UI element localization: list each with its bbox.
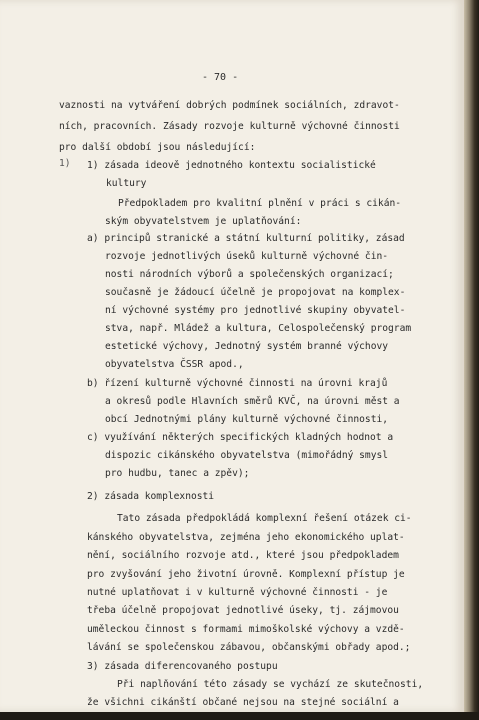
text-line: Předpokladem pro kvalitní plnění v práci s cikán-: [118, 198, 402, 209]
text-line: že všichni cikánští občané nejsou na stejné sociální a: [87, 697, 399, 708]
text-line: pro zvyšování jeho životní úrovně. Komplexní přístup je: [87, 569, 405, 580]
text-line: vaznosti na vytváření dobrých podmínek sociálních, zdravot-: [59, 100, 400, 111]
text-line: Při naplňování této zásady se vychází ze skutečnosti,: [117, 679, 424, 690]
text-line: dispozic cikánského obyvatelstva (mimořádný smysl: [105, 450, 389, 461]
text-line: lávání se společenskou zábavou, občanskými obřady apod.;: [87, 642, 411, 653]
text-line: stva, např. Mládež a kultura, Celospolečenský program: [105, 323, 412, 334]
list-item: a) principů stranické a státní kulturní politiky, zásad: [87, 233, 405, 244]
text-line: nutné uplatňovat i v kulturně výchovné činnosti - je: [87, 587, 388, 598]
text-line: pro další období jsou následující:: [59, 142, 256, 153]
text-line: rozvoje jednotlivých úseků kulturně výchovné čin-: [105, 251, 389, 262]
text-line: současně je žádoucí účelně je propojovat na komplex-: [105, 287, 406, 298]
text-line: obyvatelstva ČSSR apod.,: [105, 359, 244, 370]
list-heading: 1) zásada ideově jednotného kontextu socialistické: [87, 160, 376, 171]
list-item: c) využívání některých specifických kladných hodnot a: [87, 432, 394, 443]
text-line: ským obyvatelstvem je uplatňování:: [105, 216, 302, 227]
margin-mark: 1): [59, 158, 71, 169]
text-line: pro hudbu, tanec a zpěv);: [105, 468, 250, 479]
text-line: nění, sociálního rozvoje atd., které jsou předpokladem: [87, 550, 399, 561]
text-line: třeba účelně propojovat jednotlivé úseky, tj. zájmovou: [87, 605, 399, 616]
text-line: kultury: [106, 178, 147, 189]
page-number: - 70 -: [202, 72, 239, 83]
list-heading: 2) zásada komplexnosti: [87, 491, 215, 502]
page-edge-shadow: [464, 0, 479, 720]
list-item: b) řízení kulturně výchovné činnosti na úrovni krajů: [87, 378, 388, 389]
text-line: obcí Jednotnými plány kulturně výchovné činnosti,: [105, 414, 389, 425]
list-heading: 3) zásada diferencovaného postupu: [87, 661, 278, 672]
text-line: estetické výchovy, Jednotný systém branné výchovy: [105, 341, 389, 352]
text-line: ních, pracovních. Zásady rozvoje kulturně výchovné činnosti: [59, 121, 400, 132]
text-line: kánského obyvatelstva, zejména jeho ekonomického uplat-: [87, 532, 405, 543]
text-line: uměleckou činnost s formami mimoškolské výchovy a vzdě-: [87, 624, 405, 635]
text-line: ní výchovné systémy pro jednotlivé skupiny obyvatel-: [105, 305, 406, 316]
text-line: nosti národních výborů a společenských organizací;: [105, 269, 394, 280]
scan-border: [0, 712, 479, 720]
text-line: Tato zásada předpokládá komplexní řešení otázek ci-: [117, 513, 412, 524]
text-line: a okresů podle Hlavních směrů KVČ, na úrovni měst a: [105, 396, 400, 407]
